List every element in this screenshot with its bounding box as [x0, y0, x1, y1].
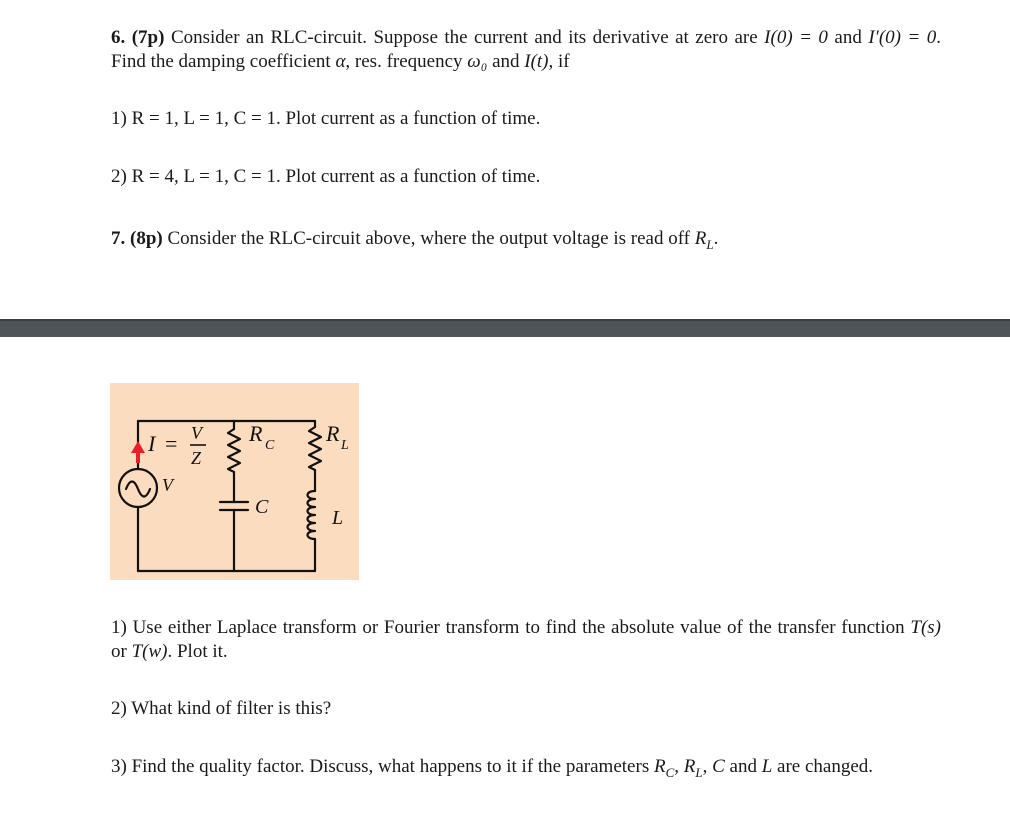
question-2: 2) What kind of filter is this? [111, 698, 332, 719]
question-3 [111, 755, 941, 785]
math-i0: I(0) = 0 [764, 27, 828, 48]
problem-6-text-d: , res. frequency [345, 51, 468, 72]
problem-7-statement [111, 227, 941, 257]
fig-current-label: I [148, 431, 156, 456]
math-rl: R [694, 228, 707, 249]
question-1 [111, 616, 941, 664]
fig-frac-den: Z [191, 448, 202, 468]
question-1-text: 1) Use either Laplace transform or Fourier transform to find the absolute value of the transfer function [111, 617, 911, 638]
math-rl-sub: L [706, 236, 714, 252]
fig-rc-sub: C [265, 438, 275, 453]
resistor-rc [228, 429, 240, 472]
problem-7-points: (8p) [130, 228, 163, 249]
fig-c-label: C [255, 496, 269, 518]
problem-6-item-1: 1) R = 1, L = 1, C = 1. Plot current as a function of time. [111, 108, 541, 129]
math-tw: T(w) [131, 641, 168, 662]
math-ts: T(s) [910, 617, 941, 638]
math-omega: ω₀ [467, 51, 488, 72]
question-3-text: 3) Find the quality factor. Discuss, what happens to it if the parameters [111, 756, 654, 777]
problem-6-text: Consider an RLC-circuit. Suppose the current and its derivative at zero are [170, 27, 765, 48]
problem-7-end: . [713, 228, 719, 249]
question-3-comma-2: , [702, 756, 713, 777]
problem-7-number: 7. [111, 228, 126, 249]
problem-6-number: 6. [111, 27, 126, 48]
fig-frac-num: V [191, 423, 202, 443]
problem-6-text-c: . Find the damping coefficient [111, 27, 942, 72]
question-3-comma: , [674, 756, 684, 777]
problem-6-statement [111, 26, 941, 74]
circuit-diagram [110, 383, 359, 580]
question-1-or: or [111, 641, 132, 662]
problem-6-text-e: and [487, 51, 525, 72]
problem-7-text: Consider the RLC-circuit above, where the output voltage is read off [167, 228, 695, 249]
fig-rc-label: R [249, 421, 263, 446]
math-it: I(t) [524, 51, 549, 72]
math-l: L [761, 756, 773, 777]
circuit-figure [110, 383, 359, 580]
problem-6-text-f: , if [548, 51, 570, 72]
fig-equals: = [165, 431, 178, 456]
question-3-end: are changed. [772, 756, 874, 777]
separator-bar [0, 319, 1010, 337]
problem-6-item-2: 2) R = 4, L = 1, C = 1. Plot current as a function of time. [111, 166, 541, 187]
fig-rl-label: R [326, 421, 340, 446]
fig-source-label: V [162, 475, 173, 495]
math-rc: R [653, 756, 666, 777]
math-rl-q3-sub: L [695, 764, 703, 780]
math-di0: I′(0) = 0 [868, 27, 937, 48]
problem-6-points: (7p) [131, 27, 165, 48]
math-alpha: α [335, 51, 346, 72]
ac-source-wave [126, 482, 150, 497]
fig-rl-sub: L [341, 438, 349, 453]
math-c: C [712, 756, 725, 777]
math-rl-q3: R [683, 756, 696, 777]
math-rc-sub: C [665, 764, 675, 780]
question-1-end: . Plot it. [167, 641, 228, 662]
problem-6-and: and [827, 27, 869, 48]
fig-l-label: L [332, 507, 344, 529]
question-3-and: and [724, 756, 762, 777]
resistor-rl [309, 427, 321, 470]
inductor-coil [308, 491, 316, 539]
